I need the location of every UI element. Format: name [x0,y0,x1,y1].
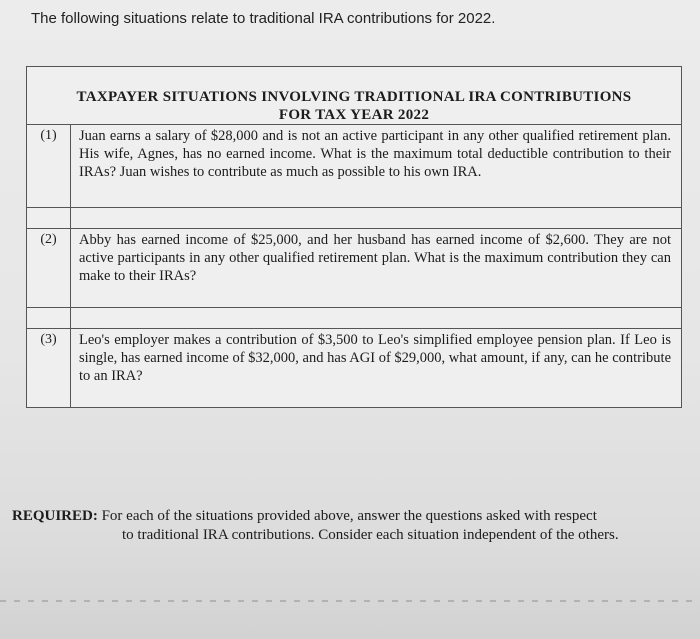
table-header [27,67,681,125]
row-text: Abby has earned income of $25,000, and her husband has earned income of $2,600. They are not active participants in any other qualified retirement plan. What is the maximum contribution they can make to their IRAs? [79,232,671,284]
row-text: Juan earns a salary of $28,000 and is not an active participant in any other qualified retirement plan. His wife, Agnes, has no earned income. What is the maximum total deductible contribution to their IRAs? Juan wishes to contribute as much as possible to his own IRA. [79,128,671,180]
blank-row [27,307,681,329]
decorative-dotted-line [0,600,700,602]
table-header-line1: TAXPAYER SITUATIONS INVOLVING TRADITIONAL IRA CONTRIBUTIONS [76,89,632,105]
table-header-line2: FOR TAX YEAR 2022 [278,107,430,123]
row-number: (1) [27,125,71,207]
row-number: (2) [27,229,71,307]
intro-text: The following situations relate to traditional IRA contributions for 2022. [31,10,496,27]
required-line1: For each of the situations provided above, answer the questions asked with respect [101,508,597,524]
row-number: (3) [27,329,71,407]
table-row [27,125,681,207]
blank-row [27,207,681,229]
situations-table [26,66,682,408]
required-label: REQUIRED: [12,508,98,524]
table-row [27,229,681,307]
row-text: Leo's employer makes a contribution of $3,500 to Leo's simplified employee pension plan. If Leo is single, has earned income of $32,000, and has AGI of $29,000, what amount, if any, can he contribute to an IRA? [79,332,671,384]
table-row [27,329,681,407]
required-line2: to traditional IRA contributions. Consider each situation independent of the others. [122,527,619,543]
required-instructions [12,507,692,545]
